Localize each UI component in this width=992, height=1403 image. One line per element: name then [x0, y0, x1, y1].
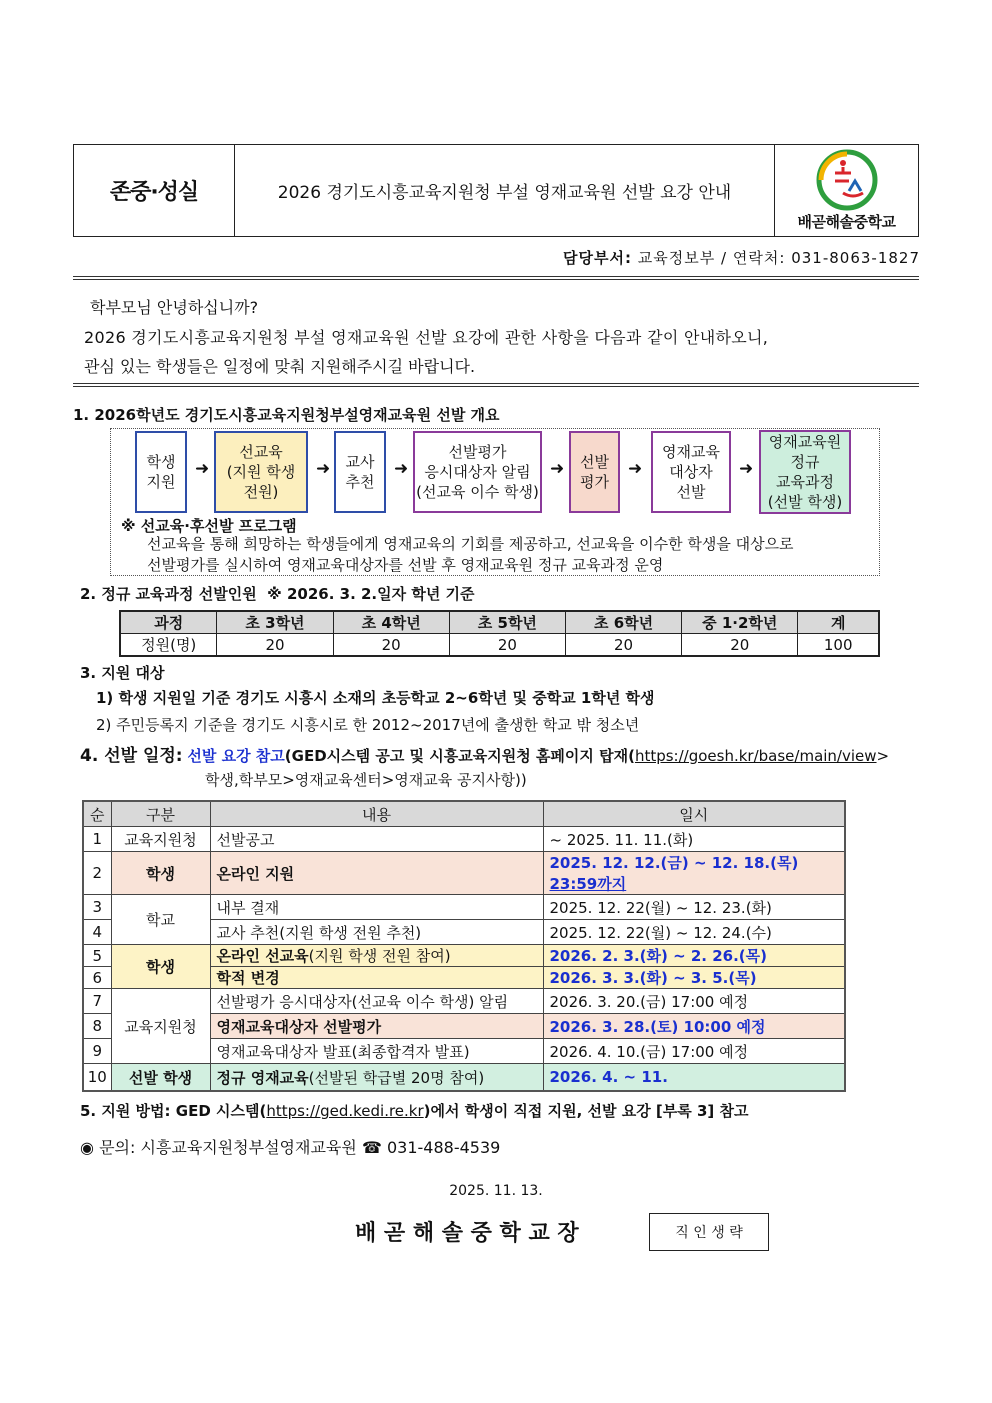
principal-name: 배 곧 해 솔 중 학 교 장: [355, 1221, 579, 1246]
bullet-icon: ◉: [80, 1138, 94, 1157]
section4-heading: 4. 선발 일정: 선발 요강 참고(GED시스템 공고 및 시흥교육지원청 홈페이지 탑재(https://goesh.kr/base/main/view>: [80, 746, 890, 766]
phone-icon: ☎: [361, 1138, 382, 1157]
flow-step-pre-education: 선교육 (지원 학생 전원): [214, 431, 308, 513]
contact-line: [563, 247, 920, 268]
flow-step-evaluation: 선발 평가: [569, 431, 620, 513]
flow-arrow-icon: ➜: [394, 459, 409, 479]
flow-arrow-icon: ➜: [628, 459, 643, 479]
school-motto: 존중·성실: [74, 145, 235, 236]
section4-ref-line2: 학생,학부모>영재교육센터>영재교육 공지사항)): [205, 771, 527, 789]
inquiry-line: ◉ 문의: 시흥교육지원청부설영재교육원 ☎ 031-488-4539: [80, 1138, 501, 1157]
schedule-row: 6 학적 변경 2026. 3. 3.(화) ~ 3. 5.(목): [83, 967, 845, 989]
goesh-link[interactable]: https://goesh.kr/base/main/view: [634, 747, 877, 765]
schedule-row: 7 교육지원청 선발평가 응시대상자(선교육 이수 학생) 알림 2026. 3. 20.(금) 17:00 예정: [83, 989, 845, 1014]
program-note-title: ※ 선교육·후선발 프로그램: [121, 517, 297, 535]
schedule-row: 8 영재교육대상자 선발평가 2026. 3. 28.(토) 10:00 예정: [83, 1014, 845, 1039]
schedule-row: 1 교육지원청 선발공고 ~ 2025. 11. 11.(화): [83, 827, 845, 852]
dept-name: 교육정보부: [637, 249, 716, 267]
schedule-header-row: 순 구분 내용 일시: [83, 801, 845, 827]
flow-step-regular-course: 영재교육원 정규 교육과정 (선발 학생): [759, 430, 851, 514]
separator: /: [721, 249, 728, 267]
intro-line2: 관심 있는 학생들은 일정에 맞춰 지원해주시길 바랍니다.: [84, 357, 476, 376]
schedule-row: 2 학생 온라인 지원 2025. 12. 12.(금) ~ 12. 18.(목) 23:59까지: [83, 852, 845, 895]
program-note-line2: 선발평가를 실시하여 영재교육대상자를 선발 후 영재교육원 정규 교육과정 운영: [147, 556, 664, 574]
flow-step-teacher-recommend: 교사 추천: [334, 431, 386, 513]
schedule-row: 10 선발 학생 정규 영재교육(선발된 학급별 20명 참여) 2026. 4. ~ 11.: [83, 1064, 845, 1092]
quota-row: 정원(명) 20 20 20 20 20 100: [120, 634, 879, 657]
intro-greeting: 학부모님 안녕하십니까?: [90, 298, 259, 317]
school-emblem-icon: [813, 149, 881, 211]
quota-header-row: 과정 초 3학년 초 4학년 초 5학년 초 6학년 중 1·2학년 계: [120, 611, 879, 634]
flow-arrow-icon: ➜: [739, 459, 754, 479]
seal-omitted-box: 직 인 생 략: [649, 1213, 769, 1251]
eligibility-item2: 2) 주민등록지 기준을 경기도 시흥시로 한 2012~2017년에 출생한 학교 밖 청소년: [96, 716, 640, 734]
schedule-row: 5 학생 온라인 선교육(지원 학생 전원 참여) 2026. 2. 3.(화) ~ 2. 26.(목): [83, 945, 845, 967]
ged-link[interactable]: https://ged.kedi.re.kr: [266, 1102, 424, 1120]
schedule-row: 9 영재교육대상자 발표(최종합격자 발표) 2026. 4. 10.(금) 17:00 예정: [83, 1039, 845, 1064]
flow-step-eval-notice: 선발평가 응시대상자 알림 (선교육 이수 학생): [413, 431, 542, 513]
section3-title: 3. 지원 대상: [80, 664, 165, 682]
phone-label: 연락처:: [732, 249, 786, 267]
intro-line1: 2026 경기도시흥교육지원청 부설 영재교육원 선발 요강에 관한 사항을 다음과 같이 안내하오니,: [84, 328, 769, 347]
schedule-row: 3 학교 내부 결재 2025. 12. 22(월) ~ 12. 23.(화): [83, 895, 845, 920]
dept-label: 담당부서:: [563, 249, 633, 267]
flow-step-selection: 영재교육 대상자 선발: [651, 431, 731, 513]
divider-top: [73, 276, 919, 280]
divider-intro: [73, 383, 919, 387]
section1-title: 1. 2026학년도 경기도시흥교육지원청부설영재교육원 선발 개요: [73, 406, 500, 424]
program-note-line1: 선교육을 통해 희망하는 학생들에게 영재교육의 기회를 제공하고, 선교육을 이수한 학생을 대상으로: [147, 535, 794, 553]
flow-step-apply: 학생 지원: [135, 431, 187, 513]
schedule-table: [82, 800, 846, 1092]
school-logo: [775, 145, 918, 236]
document-title: 2026 경기도시흥교육지원청 부설 영재교육원 선발 요강 안내: [235, 145, 775, 236]
flow-arrow-icon: ➜: [550, 459, 565, 479]
flow-arrow-icon: ➜: [316, 459, 331, 479]
school-name: 배곧해솔중학교: [797, 213, 896, 231]
section2-title: 2. 정규 교육과정 선발인원 ※ 2026. 3. 2.일자 학년 기준: [80, 585, 475, 603]
eligibility-item1: 1) 학생 지원일 기준 경기도 시흥시 소재의 초등학교 2~6학년 및 중학교 1학년 학생: [96, 689, 655, 707]
phone-number: 031-8063-1827: [791, 249, 920, 267]
document-header: [73, 144, 919, 237]
selection-flow: [110, 428, 880, 576]
schedule-row: 4 교사 추천(지원 학생 전원 추천) 2025. 12. 22(월) ~ 12. 24.(수): [83, 920, 845, 945]
quota-table: [119, 610, 880, 657]
issue-date: 2025. 11. 13.: [449, 1183, 543, 1199]
section5-text: 5. 지원 방법: GED 시스템(https://ged.kedi.re.kr)에서 학생이 직접 지원, 선발 요강 [부록 3] 참고: [80, 1102, 749, 1120]
flow-arrow-icon: ➜: [195, 459, 210, 479]
